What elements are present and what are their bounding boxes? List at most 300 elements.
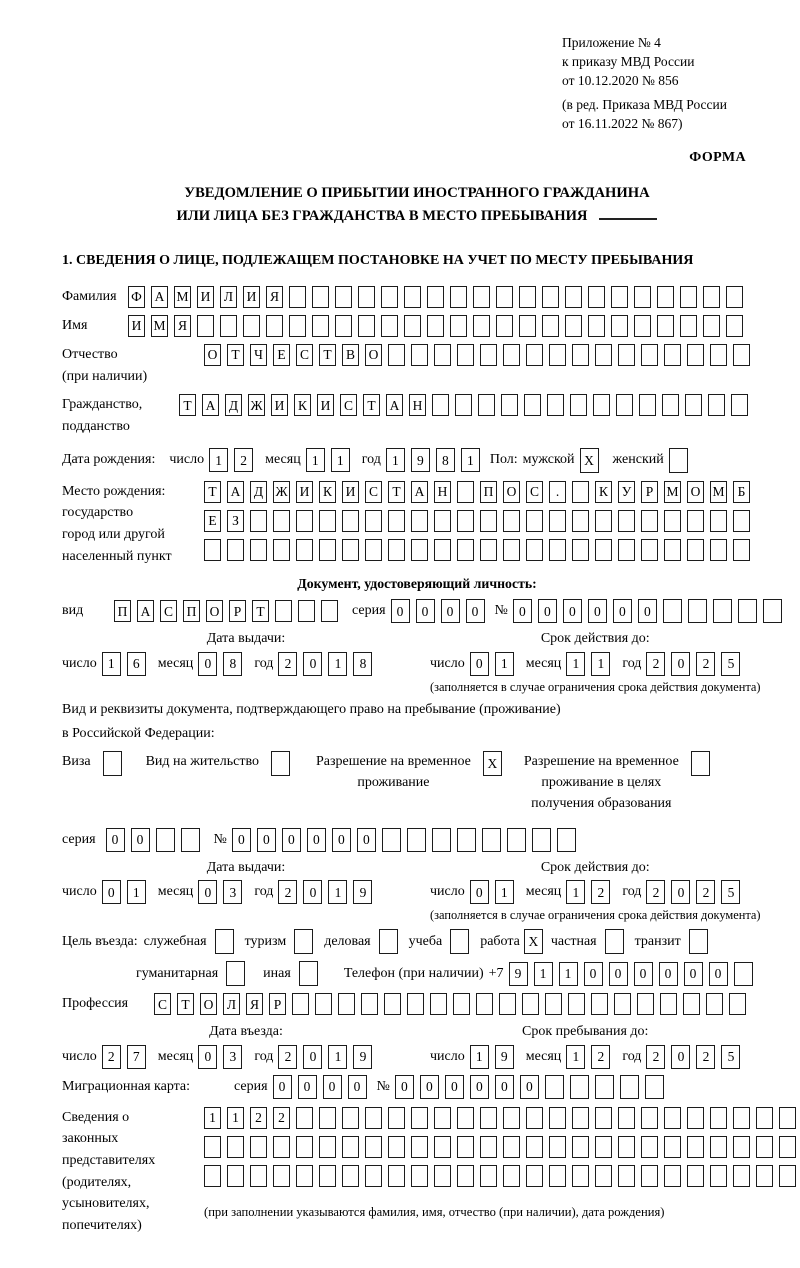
identity-doc-dates: Дата выдачи: число 1 6 месяц 0 8 год 2 0 1 8 Срок действия до: число 0 1 месяц 1 1 год 2 0 2 5 (заполняется в случае ограничения срока действия документа) [62, 631, 761, 694]
day-label: число [169, 452, 205, 468]
purpose-business: деловая [324, 929, 397, 954]
char-box [273, 510, 290, 532]
char-box: 0 [303, 880, 322, 904]
residence-valid-year [646, 880, 740, 904]
char-box [687, 1165, 704, 1187]
char-box [226, 961, 245, 986]
char-box [733, 344, 750, 366]
stay-year [646, 1045, 740, 1069]
char-box: 2 [696, 880, 715, 904]
birth-year-boxes [386, 448, 480, 472]
birth-place-row-1 [204, 481, 750, 503]
char-box: 1 [328, 1045, 347, 1069]
char-box: 0 [357, 828, 376, 852]
identity-valid-month [566, 652, 610, 676]
char-box: 0 [671, 880, 690, 904]
char-box: 9 [411, 448, 430, 472]
char-box [549, 344, 566, 366]
visa-checkbox [103, 751, 122, 776]
char-box [427, 286, 444, 308]
birth-month-boxes [306, 448, 350, 472]
char-box [197, 315, 214, 337]
purpose-row-2 [62, 961, 772, 986]
char-box [482, 828, 501, 852]
char-box [734, 962, 753, 986]
char-box: А [202, 394, 219, 416]
char-box: Т [388, 481, 405, 503]
purpose-private: частная [551, 929, 624, 954]
char-box [710, 510, 727, 532]
month-label: месяц [265, 452, 301, 468]
char-box: 0 [273, 1075, 292, 1099]
char-box: У [618, 481, 635, 503]
char-box [404, 315, 421, 337]
char-box: 0 [563, 599, 582, 623]
purpose-row-1 [62, 929, 772, 954]
char-box [432, 828, 451, 852]
char-box [618, 1136, 635, 1158]
char-box: 0 [470, 1075, 489, 1099]
residence-doc-series-row [62, 828, 772, 852]
char-box [680, 286, 697, 308]
given-name-row [62, 315, 772, 337]
char-box: 9 [353, 1045, 372, 1069]
char-box [526, 1136, 543, 1158]
char-box [641, 1165, 658, 1187]
char-box [430, 993, 447, 1015]
char-box: 0 [106, 828, 125, 852]
citizenship-label: Гражданство, подданство [62, 397, 143, 435]
representatives-row-1 [204, 1107, 796, 1129]
char-box: 8 [223, 652, 242, 676]
char-box: М [174, 286, 191, 308]
char-box: 1 [209, 448, 228, 472]
char-box: Д [250, 481, 267, 503]
migration-card-row [62, 1075, 772, 1099]
char-box [545, 1075, 564, 1099]
char-box [503, 1136, 520, 1158]
edition-line: от 16.11.2022 № 867) [562, 115, 683, 131]
representatives-row-3 [204, 1165, 796, 1187]
char-box [273, 539, 290, 561]
char-box: 0 [609, 962, 628, 986]
char-box: М [710, 481, 727, 503]
char-box [618, 1107, 635, 1129]
char-box [499, 993, 516, 1015]
char-box: 1 [331, 448, 350, 472]
char-box: X [580, 448, 599, 473]
char-box [384, 993, 401, 1015]
given-name-boxes [128, 315, 743, 337]
char-box [480, 1107, 497, 1129]
char-box [733, 1136, 750, 1158]
identity-doc-row [62, 599, 772, 623]
char-box [503, 1107, 520, 1129]
char-box [549, 510, 566, 532]
char-box [620, 1075, 639, 1099]
char-box [496, 315, 513, 337]
validity-note: (заполняется в случае ограничения срока действия документа) [430, 679, 761, 694]
char-box [296, 510, 313, 532]
char-box [729, 993, 746, 1015]
residence-doc-line-1: Вид и реквизиты документа, подтверждающего право на пребывание (проживание) [62, 701, 561, 717]
char-box [570, 1075, 589, 1099]
char-box [335, 286, 352, 308]
char-box [687, 1136, 704, 1158]
char-box [457, 481, 474, 503]
char-box [687, 510, 704, 532]
char-box: 0 [671, 652, 690, 676]
char-box: 2 [250, 1107, 267, 1129]
char-box [634, 315, 651, 337]
char-box: Я [174, 315, 191, 337]
char-box: 0 [282, 828, 301, 852]
char-box [572, 1107, 589, 1129]
char-box [480, 539, 497, 561]
char-box [657, 286, 674, 308]
char-box [294, 929, 313, 954]
char-box [549, 1136, 566, 1158]
migration-series-label: серия [234, 1078, 268, 1094]
surname-boxes [128, 286, 743, 308]
char-box [319, 1165, 336, 1187]
identity-valid-year [646, 652, 740, 676]
profession-label: Профессия [62, 996, 129, 1012]
char-box [526, 1165, 543, 1187]
char-box: 0 [441, 599, 460, 623]
study-checkbox [450, 929, 469, 954]
residence-valid-month [566, 880, 610, 904]
char-box [618, 1165, 635, 1187]
birth-place-row-3 [204, 539, 750, 561]
char-box: К [595, 481, 612, 503]
char-box [342, 539, 359, 561]
char-box: . [549, 481, 566, 503]
char-box [532, 828, 551, 852]
char-box: 0 [466, 599, 485, 623]
char-box: П [183, 600, 200, 622]
char-box [250, 539, 267, 561]
char-box [382, 828, 401, 852]
char-box [731, 394, 748, 416]
char-box: 0 [131, 828, 150, 852]
humanitarian-checkbox [226, 961, 245, 986]
char-box [275, 600, 292, 622]
char-box [779, 1136, 796, 1158]
char-box [779, 1107, 796, 1129]
phone-label: Телефон (при наличии) [343, 965, 484, 981]
birth-day-boxes [209, 448, 253, 472]
char-box [685, 394, 702, 416]
char-box: О [365, 344, 382, 366]
stay-until-heading: Срок пребывания до: [521, 1024, 649, 1040]
char-box [557, 828, 576, 852]
identity-doc-series-boxes [391, 599, 485, 623]
char-box: 7 [127, 1045, 146, 1069]
char-box [503, 510, 520, 532]
char-box [299, 961, 318, 986]
char-box [450, 315, 467, 337]
char-box [634, 286, 651, 308]
identity-doc-kind-label: вид [62, 603, 84, 619]
char-box: 1 [204, 1107, 221, 1129]
char-box [457, 1165, 474, 1187]
other-checkbox [299, 961, 318, 986]
appendix-line: Приложение № 4 [562, 35, 661, 50]
char-box [657, 315, 674, 337]
char-box: Е [273, 344, 290, 366]
sex-female-label: женский [612, 452, 664, 468]
char-box: 9 [509, 962, 528, 986]
purpose-tourism: туризм [245, 929, 314, 954]
char-box [614, 993, 631, 1015]
representatives-block [62, 1107, 772, 1237]
char-box: Ж [273, 481, 290, 503]
char-box [480, 510, 497, 532]
char-box: О [200, 993, 217, 1015]
identity-doc-number-boxes [513, 599, 782, 623]
char-box: 0 [232, 828, 251, 852]
char-box [411, 1165, 428, 1187]
char-box [457, 828, 476, 852]
char-box: Б [733, 481, 750, 503]
char-box [710, 1107, 727, 1129]
char-box: 0 [348, 1075, 367, 1099]
identity-issue-day [102, 652, 146, 676]
char-box: 0 [671, 1045, 690, 1069]
char-box [733, 1165, 750, 1187]
char-box: 8 [436, 448, 455, 472]
profession-boxes [154, 993, 746, 1015]
char-box [365, 1165, 382, 1187]
char-box [476, 993, 493, 1015]
char-box [501, 394, 518, 416]
char-box [708, 394, 725, 416]
char-box [507, 828, 526, 852]
char-box: 8 [353, 652, 372, 676]
char-box [215, 929, 234, 954]
char-box: 2 [696, 652, 715, 676]
char-box: 2 [646, 1045, 665, 1069]
char-box: 6 [127, 652, 146, 676]
char-box: В [342, 344, 359, 366]
residence-permit-checkbox [271, 751, 290, 776]
char-box [388, 510, 405, 532]
residence-issue-day [102, 880, 146, 904]
year-label: год [361, 452, 381, 468]
char-box [450, 286, 467, 308]
char-box [683, 993, 700, 1015]
stay-day [470, 1045, 514, 1069]
char-box: П [480, 481, 497, 503]
char-box [549, 1107, 566, 1129]
option-temp-residence: Разрешение на временное проживание X [316, 751, 502, 793]
char-box [319, 1107, 336, 1129]
patronymic-row [62, 344, 772, 387]
residence-number-label: № [213, 832, 227, 848]
char-box [570, 394, 587, 416]
edition-line: (в ред. Приказа МВД России [562, 96, 727, 112]
char-box: И [243, 286, 260, 308]
char-box [296, 1107, 313, 1129]
char-box: 0 [470, 880, 489, 904]
char-box: С [340, 394, 357, 416]
char-box [457, 1107, 474, 1129]
char-box [220, 315, 237, 337]
char-box: 0 [198, 880, 217, 904]
residence-issue-month [198, 880, 242, 904]
patronymic-label: Отчество (при наличии) [62, 347, 148, 384]
char-box: А [151, 286, 168, 308]
char-box: 2 [696, 1045, 715, 1069]
char-box [296, 539, 313, 561]
char-box: 0 [445, 1075, 464, 1099]
char-box [457, 510, 474, 532]
identity-doc-series-label: серия [352, 603, 386, 619]
identity-issue-year [278, 652, 372, 676]
char-box [335, 315, 352, 337]
transit-checkbox [689, 929, 708, 954]
birth-place-row-2 [204, 510, 750, 532]
char-box: М [664, 481, 681, 503]
char-box [338, 993, 355, 1015]
residence-doc-line-2: в Российской Федерации: [62, 725, 215, 741]
entry-month [198, 1045, 242, 1069]
sex-male-label: мужской [522, 452, 575, 468]
char-box [756, 1107, 773, 1129]
char-box [703, 315, 720, 337]
char-box: И [296, 481, 313, 503]
char-box: 1 [328, 880, 347, 904]
phone-prefix: +7 [488, 965, 504, 981]
char-box: 1 [559, 962, 578, 986]
char-box: 0 [102, 880, 121, 904]
char-box [618, 539, 635, 561]
char-box: Н [434, 481, 451, 503]
sex-label: Пол: [489, 452, 518, 468]
char-box [503, 1165, 520, 1187]
char-box [547, 394, 564, 416]
char-box: 0 [638, 599, 657, 623]
char-box [361, 993, 378, 1015]
char-box [756, 1165, 773, 1187]
tourism-checkbox [294, 929, 313, 954]
char-box: 1 [495, 880, 514, 904]
purpose-work: работа X [480, 929, 543, 954]
char-box: 1 [227, 1107, 244, 1129]
appendix-line: к приказу МВД России [562, 53, 695, 69]
char-box: Р [641, 481, 658, 503]
char-box [358, 286, 375, 308]
char-box [496, 286, 513, 308]
char-box [388, 539, 405, 561]
char-box: 0 [323, 1075, 342, 1099]
char-box [227, 539, 244, 561]
char-box [407, 993, 424, 1015]
title-line-2: ИЛИ ЛИЦА БЕЗ ГРАЖДАНСТВА В МЕСТО ПРЕБЫВАНИЯ [176, 208, 588, 225]
char-box [611, 286, 628, 308]
char-box [618, 344, 635, 366]
migration-series-boxes [273, 1075, 367, 1099]
char-box: 5 [721, 652, 740, 676]
char-box [664, 1165, 681, 1187]
char-box: 0 [416, 599, 435, 623]
char-box: 1 [566, 880, 585, 904]
char-box: 1 [566, 1045, 585, 1069]
citizenship-row [62, 394, 772, 437]
char-box: 0 [307, 828, 326, 852]
char-box [434, 1136, 451, 1158]
char-box [706, 993, 723, 1015]
char-box [526, 539, 543, 561]
char-box: С [526, 481, 543, 503]
char-box: Т [179, 394, 196, 416]
char-box [572, 481, 589, 503]
char-box [660, 993, 677, 1015]
char-box [342, 1136, 359, 1158]
entry-dates: Дата въезда: число 2 7 месяц 0 3 год 2 0 1 9 Срок пребывания до: число 1 9 месяц 1 2 год 2 0 2 5 [62, 1023, 772, 1068]
char-box [434, 510, 451, 532]
char-box [321, 600, 338, 622]
purpose-label: Цель въезда: [62, 933, 138, 949]
char-box: 2 [234, 448, 253, 472]
char-box [664, 344, 681, 366]
char-box [733, 1107, 750, 1129]
char-box [388, 1136, 405, 1158]
char-box: 0 [584, 962, 603, 986]
char-box: 0 [395, 1075, 414, 1099]
char-box: Т [177, 993, 194, 1015]
char-box: 0 [470, 652, 489, 676]
char-box: К [294, 394, 311, 416]
char-box [289, 286, 306, 308]
char-box: 0 [634, 962, 653, 986]
char-box: 1 [566, 652, 585, 676]
char-box: 2 [278, 1045, 297, 1069]
char-box [726, 286, 743, 308]
char-box: 1 [127, 880, 146, 904]
char-box [480, 1136, 497, 1158]
char-box [664, 1136, 681, 1158]
char-box [315, 993, 332, 1015]
char-box: 0 [298, 1075, 317, 1099]
char-box: Т [319, 344, 336, 366]
char-box [455, 394, 472, 416]
identity-valid-day [470, 652, 514, 676]
char-box [595, 510, 612, 532]
char-box [427, 315, 444, 337]
appendix-block [562, 34, 772, 133]
char-box [572, 1136, 589, 1158]
char-box [641, 344, 658, 366]
char-box: А [386, 394, 403, 416]
char-box [526, 1107, 543, 1129]
char-box: Л [223, 993, 240, 1015]
char-box [250, 1136, 267, 1158]
char-box [411, 1136, 428, 1158]
char-box [181, 828, 200, 852]
entry-year [278, 1045, 372, 1069]
char-box [434, 1107, 451, 1129]
char-box: С [365, 481, 382, 503]
char-box: 0 [659, 962, 678, 986]
migration-number-label: № [376, 1078, 390, 1094]
char-box [298, 600, 315, 622]
char-box: И [317, 394, 334, 416]
char-box [542, 315, 559, 337]
entry-date-heading: Дата въезда: [209, 1024, 283, 1040]
char-box [227, 1165, 244, 1187]
